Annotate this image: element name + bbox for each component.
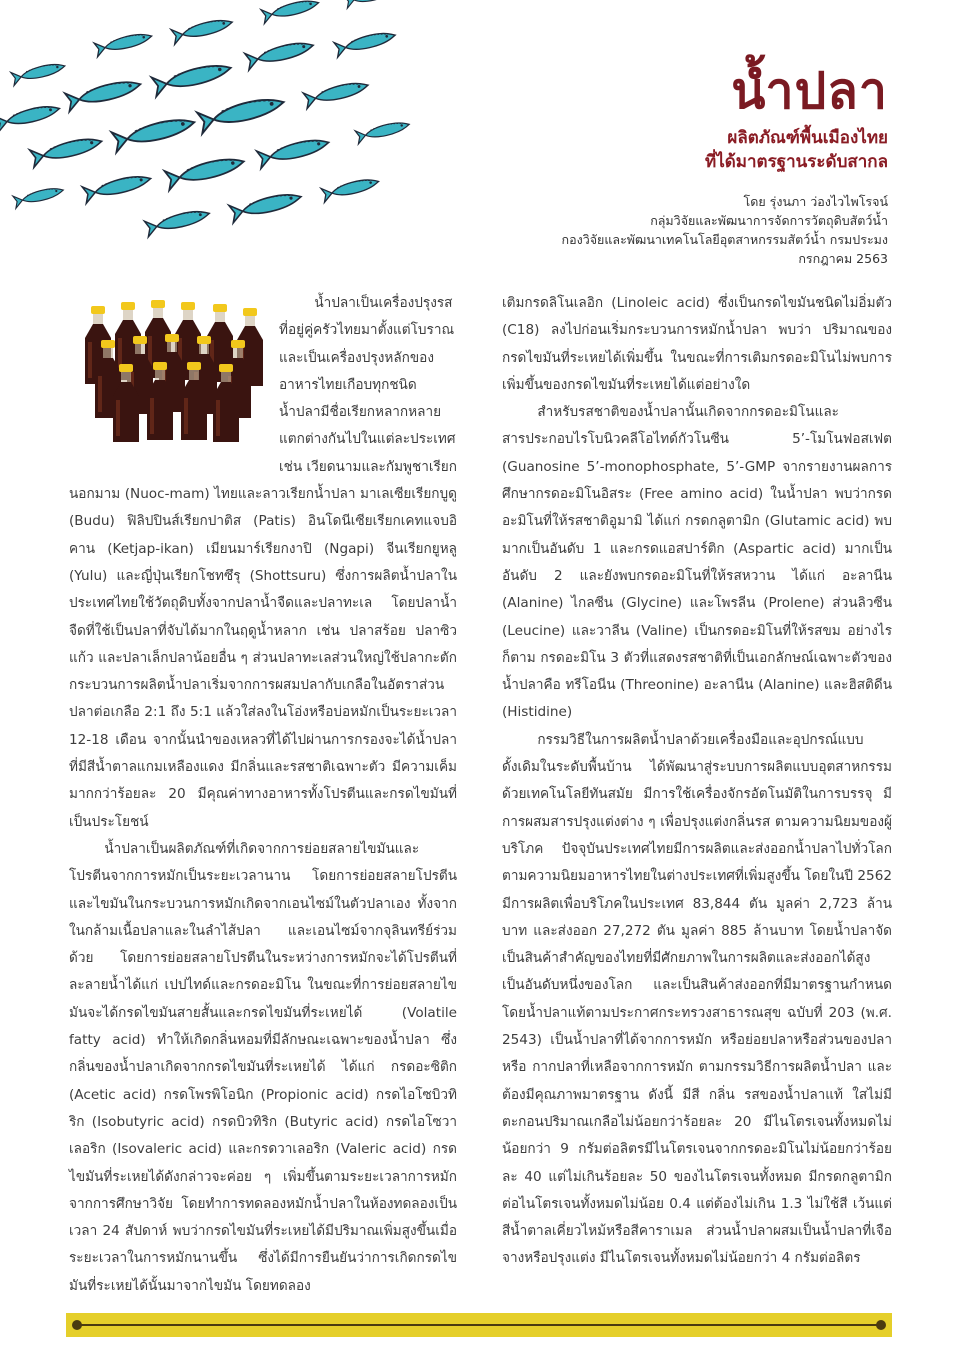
paragraph-1: น้ำปลาเป็นเครื่องปรุงรสที่อยู่คู่ครัวไทยมาตั้งแต่โบราณและเป็นเครื่องปรุงหลักของอาหารไทยเกือบทุกชนิด น้ำปลามีชื่อเรียกหลากหลายแตกต่างกันไปในแต่ละประเทศ เช่น เวียดนามและกัมพูชาเรียกนอกมาม (Nuoc-mam) ไทยและลาวเรียกน้ำปลา มาเลเซียเรียกบูดู (Budu) ฟิลิปปินส์เรียกปาติส (Patis) อินโดนีเซียเรียกเคทแจบอิคาน (Ketjap-ikan) เมียนมาร์เรียกงาปิ (Ngapi) จีนเรียกยูหลู (Yulu) และญี่ปุ่นเรียกโชทซึรุ (Shottsuru) ซึ่งการผลิตน้ำปลาในประเทศไทยใช้วัตถุดิบทั้งจากปลาน้ำจืดและปลาทะเล โดยปลาน้ำจืดที่ใช้เป็นปลาที่จับได้มากในฤดูน้ำหลาก เช่น ปลาสร้อย ปลาซิวแก้ว และปลาเล็กปลาน้อยอื่น ๆ ส่วนปลาทะเลส่วนใหญ่ใช้ปลากะตัก กระบวนการผลิตน้ำปลาเริ่มจากการผสมปลากับเกลือในอัตราส่วนปลาต่อเกลือ 2:1 ถึง 5:1 แล้วใส่ลงในโอ่งหรือบ่อหมักเป็นระยะเวลา 12-18 เดือน จากนั้นนำของเหลวที่ได้ไปผ่านการกรองจะได้น้ำปลาที่มีสีน้ำตาลแกมเหลืองแดง มีกลิ่นและรสชาติเฉพาะตัว มีความเค็มมากกว่าร้อยละ 20 มีคุณค่าทางอาหารทั้งโปรตีนและกรดไขมันที่เป็นประโยชน์: [69, 295, 457, 830]
paragraph-2: น้ำปลาเป็นผลิตภัณฑ์ที่เกิดจากการย่อยสลายไขมันและโปรตีนจากการหมักเป็นระยะเวลานาน โดยการย่อยสลายโปรตีนและไขมันในกระบวนการหมักเกิดจากเอนไซม์ในตัวปลาเอง ทั้งจากในกล้ามเนื้อปลาและในลำไส้ปลา และเอนไซม์จากจุลินทรีย์ร่วมด้วย โดยการย่อยสลายโปรตีนในระหว่างการหมักจะได้โปรตีนที่ละลายน้ำได้แก่ เปปไทด์และกรดอะมิโน ในขณะที่การย่อยสลายไขมันจะได้กรดไขมันสายสั้นและกรดไขมันที่ระเหยได้ (Volatile fatty acid) ทำให้เกิดกลิ่นหอมที่มีลักษณะเฉพาะของน้ำปลา ซึ่งกลิ่นของน้ำปลาเกิดจากกรดไขมันที่ระเหยได้ ได้แก่ กรดอะซิติก (Acetic acid) กรดโพรพิโอนิก (Propionic acid) กรดไอโซบิวทิริก (Isobutyric acid) กรดบิวทิริก (Butyric acid) กรดไอโซวาเลอริก (Isovaleric acid) และกรดวาเลอริก (Valeric acid) กรดไขมันที่ระเหยได้ดังกล่าวจะค่อย ๆ เพิ่มขึ้นตามระยะเวลาการหมัก จากการศึกษาวิจัย โดยทำการทดลองหมักน้ำปลาในห้องทดลองเป็นเวลา 24 สัปดาห์ พบว่ากรดไขมันที่ระเหยได้มีปริมาณเพิ่มสูงขึ้นเมื่อระยะเวลาในการหมักนานขึ้น ซึ่งได้มีการยืนยันว่าการเกิดกรดไขมันที่ระเหยได้นั้นมาจากไขมัน โดยทดลอง: [69, 840, 457, 1294]
image-spacer: [69, 290, 279, 454]
paragraph-3: เติมกรดลิโนเลอิก (Linoleic acid) ซึ่งเป็นกรดไขมันชนิดไม่อิ่มตัว (C18) ลงไปก่อนเริ่มกระบวนการหมักน้ำปลา พบว่า ปริมาณของกรดไขมันที่ระเหยได้เพิ่มขึ้น ในขณะที่การเติมกรดอะมิโนไม่พบการเพิ่มขึ้นของกรดไขมันที่ระเหยได้แต่อย่างใด: [502, 295, 892, 393]
article-column-right: [502, 290, 892, 1273]
byline: [562, 192, 888, 268]
footer-dot-right: [876, 1320, 886, 1330]
subtitle-line-1: ผลิตภัณฑ์พื้นเมืองไทย: [727, 128, 888, 148]
footer-dot-left: [72, 1320, 82, 1330]
department-2: กองวิจัยและพัฒนาเทคโนโลยีอุตสาหกรรมสัตว์น้ำ กรมประมง: [561, 232, 888, 247]
paragraph-4: สำหรับรสชาติของน้ำปลานั้นเกิดจากกรดอะมิโนและสารประกอบไรโบนิวคลีโอไทด์กัวโนซีน 5’-โมโนฟอสเฟต (Guanosine 5’-monophosphate, 5’-GMP จากรายงานผลการศึกษากรดอะมิโนอิสระ (Free amino acid) ในน้ำปลา พบว่ากรดอะมิโนที่ให้รสชาติอูมามิ ได้แก่ กรดกลูตามิก (Glutamic acid) พบมากเป็นอันดับ 1 และกรดแอสปาร์ติก (Aspartic acid) มากเป็นอันดับ 2 และยังพบกรดอะมิโนที่ให้รสหวาน ได้แก่ อะลานีน (Alanine) ไกลซีน (Glycine) และโพรลีน (Prolene) ส่วนลิวซีน (Leucine) และวาลีน (Valine) เป็นกรดอะมิโนที่ให้รสขม อย่างไรก็ตาม กรดอะมิโน 3 ตัวที่แสดงรสชาติที่เป็นเอกลักษณ์เฉพาะตัวของน้ำปลาคือ ทรีโอนีน (Threonine) อะลานีน (Alanine) และฮิสติดีน (Histidine): [502, 404, 892, 721]
fish-school-illustration: [0, 0, 440, 240]
author-name: โดย รุ่งนภา ว่องไวไพโรจน์: [743, 194, 888, 209]
publish-date: กรกฎาคม 2563: [798, 251, 888, 266]
footer-rule: [76, 1324, 882, 1326]
subtitle-line-2: ที่ได้มาตรฐานระดับสากล: [705, 152, 888, 172]
footer-bar: [66, 1313, 892, 1337]
subtitle: [705, 126, 888, 174]
article-column-left: [69, 290, 457, 1300]
paragraph-5: กรรมวิธีในการผลิตน้ำปลาด้วยเครื่องมือและอุปกรณ์แบบดั้งเดิมในระดับพื้นบ้าน ได้พัฒนาสู่ระบบการผลิตแบบอุตสาหกรรมด้วยเทคโนโลยีทันสมัย มีการใช้เครื่องจักรอัตโนมัติในการบรรจุ มีการผสมสารปรุงแต่งต่าง ๆ เพื่อปรุงแต่งกลิ่นรส ตามความนิยมของผู้บริโภค ปัจจุบันประเทศไทยมีการผลิตและส่งออกน้ำปลาไปทั่วโลก ตามความนิยมอาหารไทยในต่างประเทศที่เพิ่มสูงขึ้น โดยในปี 2562 มีการผลิตเพื่อบริโภคในประเทศ 83,844 ตัน มูลค่า 2,723 ล้านบาท และส่งออก 27,272 ตัน มูลค่า 885 ล้านบาท โดยน้ำปลาจัดเป็นสินค้าสำคัญของไทยที่มีศักยภาพในการผลิตและส่งออกได้สูงเป็นอันดับหนึ่งของโลก และเป็นสินค้าส่งออกที่มีมาตรฐานกำหนด โดยน้ำปลาแท้ตามประกาศกระทรวงสาธารณสุข ฉบับที่ 203 (พ.ศ. 2543) เป็นน้ำปลาที่ได้จากการหมัก หรือย่อยปลาหรือส่วนของปลา หรือ กากปลาที่เหลือจากการหมัก ตามกรรมวิธีการผลิตน้ำปลา และต้องมีคุณภาพมาตรฐาน ดังนี้ มีสี กลิ่น รสของน้ำปลาแท้ ใสไม่มีตะกอนปริมาณเกลือไม่น้อยกว่าร้อยละ 20 มีไนโตรเจนทั้งหมดไม่น้อยกว่า 9 กรัมต่อลิตรมีไนโตรเจนจากกรดอะมิโนไม่น้อยกว่าร้อยละ 40 แต่ไม่เกินร้อยละ 50 ของไนโตรเจนทั้งหมด มีกรดกลูตามิกต่อไนโตรเจนทั้งหมดไม่น้อย 0.4 แต่ต้องไม่เกิน 1.3 ไม่ใช้สี เว้นแต่สีน้ำตาลเคี่ยวไหม้หรือสีคาราเมล ส่วนน้ำปลาผสมเป็นน้ำปลาที่เจือจางหรือปรุงแต่ง มีไนโตรเจนทั้งหมดไม่น้อยกว่า 4 กรัมต่อลิตร: [502, 731, 892, 1267]
department-1: กลุ่มวิจัยและพัฒนาการจัดการวัตถุดิบสัตว์น้ำ: [650, 213, 888, 228]
page-title: น้ำปลา: [731, 61, 888, 120]
